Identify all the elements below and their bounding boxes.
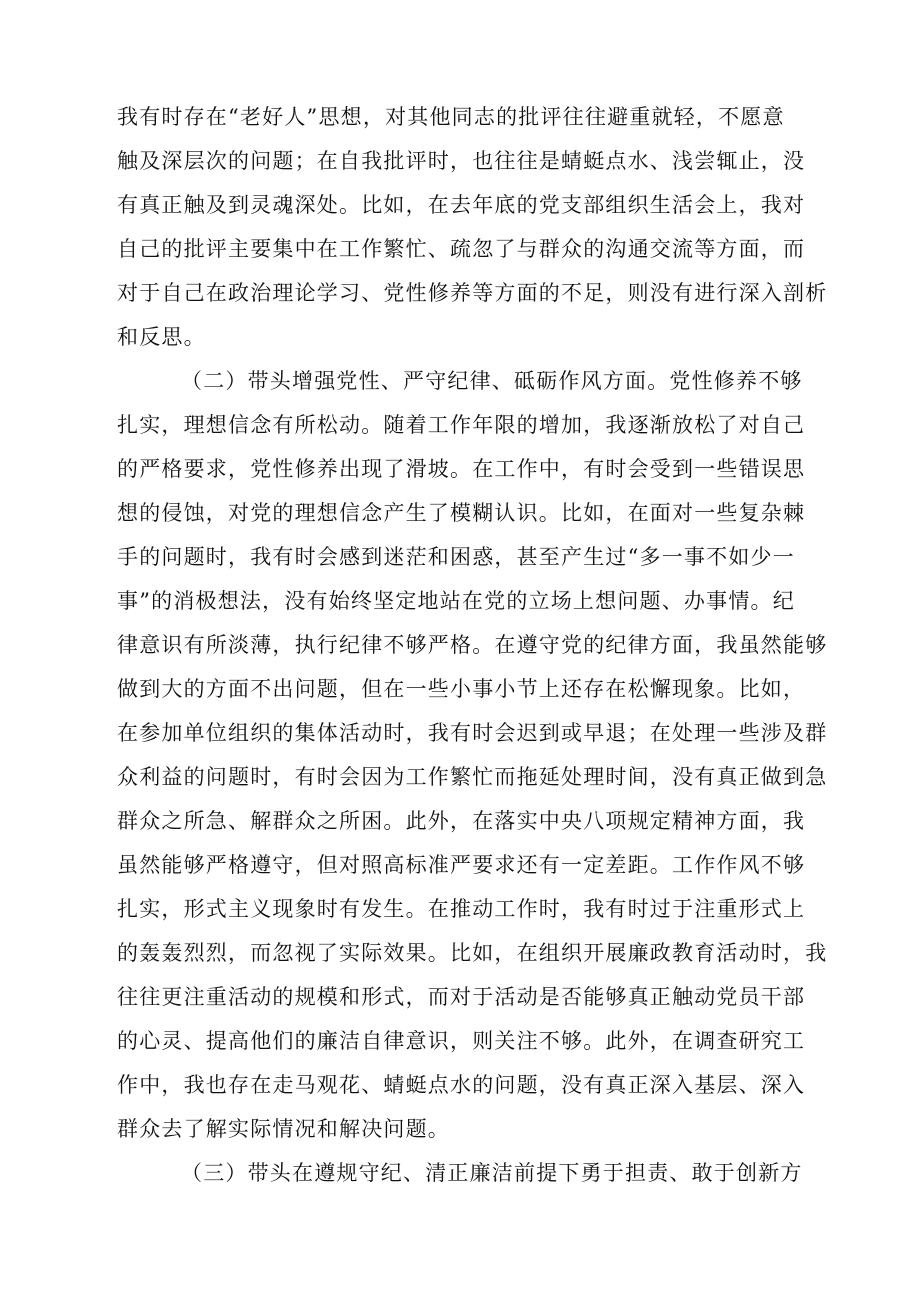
text-line: 众利益的问题时，有时会因为工作繁忙而拖延处理时间，没有真正做到急: [117, 765, 828, 789]
text-line: 扎实，理想信念有所松动。随着工作年限的增加，我逐渐放松了对自己: [117, 413, 806, 437]
text-line: 往往更注重活动的规模和形式，而对于活动是否能够真正触动党员干部: [117, 985, 806, 1009]
text-line: 有真正触及到灵魂深处。比如，在去年底的党支部组织生活会上，我对: [117, 193, 806, 217]
text-line: 的轰轰烈烈，而忽视了实际效果。比如，在组织开展廉政教育活动时，我: [117, 941, 828, 965]
text-line: 对于自己在政治理论学习、党性修养等方面的不足，则没有进行深入剖析: [117, 281, 828, 305]
text-line: 事”的消极想法，没有始终坚定地站在党的立场上想问题、办事情。纪: [117, 589, 795, 613]
text-line: 群众之所急、解群众之所困。此外，在落实中央八项规定精神方面，我: [117, 809, 806, 833]
text-line: 的严格要求，党性修养出现了滑坡。在工作中，有时会受到一些错误思: [117, 457, 806, 481]
text-line: 虽然能够严格遵守，但对照高标准严要求还有一定差距。工作作风不够: [117, 853, 806, 877]
text-line: 律意识有所淡薄，执行纪律不够严格。在遵守党的纪律方面，我虽然能够: [117, 633, 828, 657]
text-line: 在参加单位组织的集体活动时，我有时会迟到或早退；在处理一些涉及群: [117, 721, 828, 745]
text-line: 想的侵蚀，对党的理想信念产生了模糊认识。比如，在面对一些复杂棘: [117, 501, 806, 525]
text-line: 触及深层次的问题；在自我批评时，也往往是蜻蜓点水、浅尝辄止，没: [117, 149, 806, 173]
section-heading-line: （三）带头在遵规守纪、清正廉洁前提下勇于担责、敢于创新方: [181, 1161, 803, 1185]
text-line: 扎实，形式主义现象时有发生。在推动工作时，我有时过于注重形式上: [117, 897, 806, 921]
text-line: 做到大的方面不出问题，但在一些小事小节上还存在松懈现象。比如，: [117, 677, 806, 701]
text-line: 自己的批评主要集中在工作繁忙、疏忽了与群众的沟通交流等方面，而: [117, 237, 806, 261]
section-heading-line: （二）带头增强党性、严守纪律、砥砺作风方面。党性修养不够: [181, 369, 803, 393]
text-line: 的心灵、提高他们的廉洁自律意识，则关注不够。此外，在调查研究工: [117, 1029, 806, 1053]
text-line: 作中，我也存在走马观花、蜻蜓点水的问题，没有真正深入基层、深入: [117, 1073, 806, 1097]
text-line: 手的问题时，我有时会感到迷茫和困惑，甚至产生过“多一事不如少一: [117, 545, 795, 569]
text-line: 和反思。: [117, 325, 206, 349]
text-line: 我有时存在“老好人”思想，对其他同志的批评往往避重就轻，不愿意: [117, 105, 785, 129]
text-line: 群众去了解实际情况和解决问题。: [117, 1117, 450, 1141]
